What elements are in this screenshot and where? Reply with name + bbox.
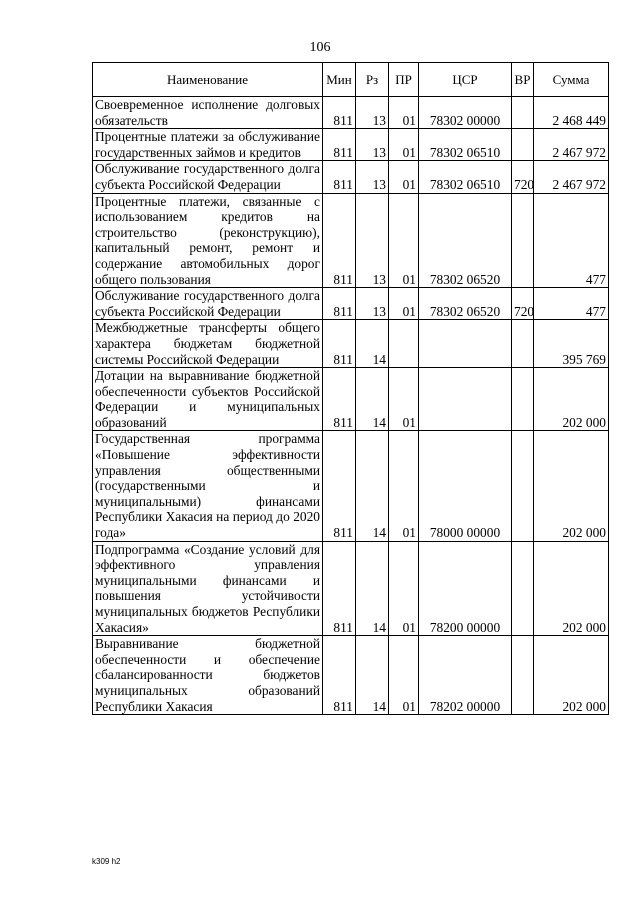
row-csr: 78302 06520 [419, 193, 512, 288]
row-rz: 13 [356, 129, 389, 161]
row-vr [512, 320, 534, 368]
row-rz: 13 [356, 161, 389, 193]
row-sum: 477 [534, 288, 609, 320]
row-vr [512, 193, 534, 288]
table-row [93, 368, 609, 431]
row-vr [512, 97, 534, 129]
row-csr: 78302 06510 [419, 161, 512, 193]
row-sum: 2 467 972 [534, 161, 609, 193]
row-rz: 13 [356, 97, 389, 129]
row-min: 811 [323, 97, 356, 129]
table-header-row [93, 63, 609, 97]
table-row [93, 288, 609, 320]
row-rz: 14 [356, 431, 389, 541]
row-min: 811 [323, 541, 356, 636]
row-sum: 395 769 [534, 320, 609, 368]
table-row [93, 320, 609, 368]
header-min: Мин [323, 63, 356, 97]
row-pr: 01 [389, 97, 419, 129]
row-pr: 01 [389, 541, 419, 636]
row-min: 811 [323, 161, 356, 193]
row-rz: 13 [356, 193, 389, 288]
row-min: 811 [323, 368, 356, 431]
header-vr: ВР [512, 63, 534, 97]
table-row [93, 431, 609, 541]
row-min: 811 [323, 431, 356, 541]
table-row [93, 193, 609, 288]
budget-table [92, 62, 609, 715]
row-vr [512, 636, 534, 715]
row-sum: 202 000 [534, 368, 609, 431]
row-csr: 78302 06520 [419, 288, 512, 320]
row-rz: 14 [356, 320, 389, 368]
row-pr: 01 [389, 161, 419, 193]
row-name: Обслуживание государственного долга субъекта Российской Федерации [93, 161, 323, 193]
row-min: 811 [323, 636, 356, 715]
row-min: 811 [323, 320, 356, 368]
row-vr [512, 541, 534, 636]
row-sum: 2 468 449 [534, 97, 609, 129]
row-pr: 01 [389, 193, 419, 288]
table-row [93, 636, 609, 715]
row-sum: 477 [534, 193, 609, 288]
row-csr: 78302 00000 [419, 97, 512, 129]
row-pr: 01 [389, 368, 419, 431]
row-name: Государственная программа «Повышение эффективности управления общественными (государственными и муниципальными) финансами Республики Хакасия на период до 2020 года» [93, 431, 323, 541]
row-name: Процентные платежи, связанные с использованием кредитов на строительство (реконструкцию), капитальный ремонт, ремонт и содержание автомобильных дорог общего пользования [93, 193, 323, 288]
row-vr [512, 129, 534, 161]
table-row [93, 129, 609, 161]
row-vr: 720 [512, 288, 534, 320]
header-name: Наименование [93, 63, 323, 97]
row-pr: 01 [389, 636, 419, 715]
row-name: Межбюджетные трансферты общего характера бюджетам бюджетной системы Российской Федерации [93, 320, 323, 368]
row-csr [419, 368, 512, 431]
table-row [93, 541, 609, 636]
row-csr [419, 320, 512, 368]
row-name: Процентные платежи за обслуживание государственных займов и кредитов [93, 129, 323, 161]
row-csr: 78202 00000 [419, 636, 512, 715]
row-sum: 202 000 [534, 636, 609, 715]
row-name: Своевременное исполнение долговых обязательств [93, 97, 323, 129]
header-sum: Сумма [534, 63, 609, 97]
row-vr [512, 431, 534, 541]
row-rz: 14 [356, 636, 389, 715]
footer-code: k309 h2 [92, 857, 121, 866]
row-rz: 13 [356, 288, 389, 320]
row-pr: 01 [389, 129, 419, 161]
header-pr: ПР [389, 63, 419, 97]
row-name: Подпрограмма «Создание условий для эффективного управления муниципальными финансами и повышения устойчивости муниципальных бюджетов Республики Хакасия» [93, 541, 323, 636]
row-csr: 78200 00000 [419, 541, 512, 636]
row-sum: 202 000 [534, 431, 609, 541]
row-pr: 01 [389, 431, 419, 541]
table-row [93, 161, 609, 193]
row-vr: 720 [512, 161, 534, 193]
row-rz: 14 [356, 368, 389, 431]
row-csr: 78000 00000 [419, 431, 512, 541]
page-number: 106 [309, 40, 331, 55]
header-csr: ЦСР [419, 63, 512, 97]
row-name: Дотации на выравнивание бюджетной обеспеченности субъектов Российской Федерации и муниципальных образований [93, 368, 323, 431]
row-name: Выравнивание бюджетной обеспеченности и обеспечение сбалансированности бюджетов муниципальных образований Республики Хакасия [93, 636, 323, 715]
row-pr [389, 320, 419, 368]
header-rz: Рз [356, 63, 389, 97]
table-row [93, 97, 609, 129]
row-name: Обслуживание государственного долга субъекта Российской Федерации [93, 288, 323, 320]
row-rz: 14 [356, 541, 389, 636]
row-min: 811 [323, 288, 356, 320]
row-vr [512, 368, 534, 431]
row-min: 811 [323, 129, 356, 161]
row-csr: 78302 06510 [419, 129, 512, 161]
row-pr: 01 [389, 288, 419, 320]
row-sum: 202 000 [534, 541, 609, 636]
row-min: 811 [323, 193, 356, 288]
row-sum: 2 467 972 [534, 129, 609, 161]
